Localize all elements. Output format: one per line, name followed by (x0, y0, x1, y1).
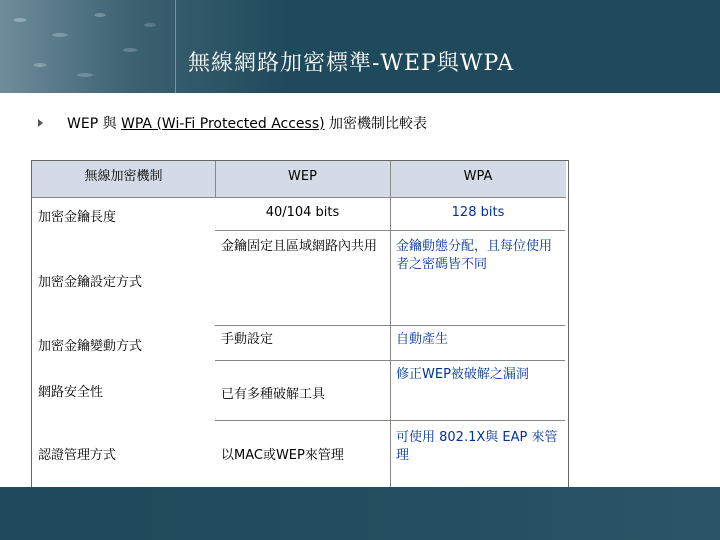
fish-school-image (0, 0, 175, 93)
bullet-text-3: 加密機制比較表 (324, 116, 428, 132)
row-line-1 (215, 230, 565, 231)
column-separator (390, 197, 391, 487)
header-mechanism: 無線加密機制 (84, 169, 163, 184)
footer-bar (0, 487, 720, 540)
cell-wep-security: 已有多種破解工具 (221, 387, 326, 402)
slide-title: 無線網路加密標準-WEP與WPA (188, 51, 515, 76)
row-line-3 (215, 360, 565, 361)
row-label-auth: 認證管理方式 (38, 448, 117, 463)
cell-wep-key-setting: 金鑰固定且區域網路內共用 (221, 239, 378, 254)
cell-wep-key-length: 40/104 bits (265, 205, 340, 220)
cell-wpa-key-change: 自動產生 (396, 332, 449, 347)
cell-wep-auth: 以MAC或WEP來管理 (221, 448, 344, 463)
cell-wpa-auth: 可使用 802.1X與 EAP 來管理 (396, 430, 558, 463)
row-line-2 (215, 325, 565, 326)
cell-wpa-key-length: 128 bits (451, 205, 505, 220)
header-bottom-line (32, 197, 566, 198)
cell-wpa-key-setting: 金鑰動態分配，且每位使用者之密碼皆不同 (396, 239, 553, 272)
header-wep: WEP (288, 169, 317, 184)
row-line-4 (215, 420, 565, 421)
bullet-text-wpa: WPA (Wi-Fi Protected Access) (121, 116, 325, 132)
bullet-text-1: WEP 與 (67, 116, 122, 132)
cell-wep-key-change: 手動設定 (221, 332, 274, 347)
row-label-key-length: 加密金鑰長度 (38, 210, 117, 225)
header-wpa: WPA (463, 169, 493, 184)
row-label-key-setting: 加密金鑰設定方式 (38, 275, 143, 290)
banner-divider (175, 0, 176, 93)
cell-wpa-security: 修正WEP被破解之漏洞 (396, 367, 529, 382)
bullet-point (38, 113, 427, 133)
row-label-security: 網路安全性 (38, 385, 104, 400)
title-banner (0, 0, 720, 93)
triangle-bullet-icon (38, 119, 43, 127)
row-label-key-change: 加密金鑰變動方式 (38, 339, 143, 354)
